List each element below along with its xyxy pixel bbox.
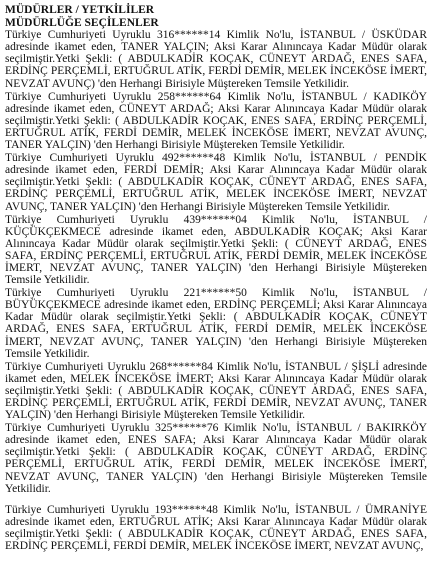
- manager-entry-ferdi-demir: Türkiye Cumhuriyeti Uyruklu 492******48 Kimlik No'lu, İSTANBUL / PENDİK adresinde ikamet eden, FERDİ DEMİR; Aksi Karar Alınıncaya Kadar Müdür olarak seçilmiştir.Yetki Şekli: ( ABDULKADİR KOÇAK, CÜNEYT ARDAĞ, ENES SAFA, ERDİNÇ PERÇEMLİ, ERTUĞRUL ATİK, MELEK İNCEKÖSE İMERT, NEVZAT AVUNÇ, TANER YALÇIN) 'den Herhangi Birisiyle Müştereken Temsile Yetkilidir.: [5, 152, 427, 213]
- manager-entry-melek-inecekose-imert: Türkiye Cumhuriyeti Uyruklu 268******84 Kimlik No'lu, İSTANBUL / ŞİŞLİ adresinde ikamet eden, MELEK İNCEKÖSE İMERT; Aksi Karar Alınıncaya Kadar Müdür olarak seçilmiştir.Yetki Şekli: ( ABDULKADİR KOÇAK, CÜNEYT ARDAĞ, ENES SAFA, ERDİNÇ PERÇEMLİ, ERTUĞRUL ATİK, FERDİ DEMİR, NEVZAT AVUNÇ, TANER YALÇIN) 'den Herhangi Birisiyle Müştereken Temsile Yetkilidir.: [5, 360, 427, 422]
- manager-entry-cuneyt-ardag: Türkiye Cumhuriyeti Uyruklu 258******64 Kimlik No'lu, İSTANBUL / KADIKÖY adresinde ikamet eden, CÜNEYT ARDAĞ; Aksi Karar Alınıncaya Kadar Müdür olarak seçilmiştir.Yetki Şekli: ( ABDULKADİR KOÇAK, ENES SAFA, ERDİNÇ PERÇEMLİ, ERTUĞRUL ATİK, FERDİ DEMİR, MELEK İNCEKÖSE İMERT, NEVZAT AVUNÇ, TANER YALÇIN) 'den Herhangi Birisiyle Müştereken Temsile Yetkilidir.: [5, 90, 427, 152]
- manager-entry-erdinc-percemli: Türkiye Cumhuriyeti Uyruklu 221******50 Kimlik No'lu, İSTANBUL / BÜYÜKÇEKMECE adresinde ikamet eden, ERDİNÇ PERÇEMLİ; Aksi Karar Alınıncaya Kadar Müdür olarak seçilmiştir.Yetki Şekli: ( ABDULKADİR KOÇAK, CÜNEYT ARDAĞ, ENES SAFA, ERTUĞRUL ATİK, FERDİ DEMİR, MELEK İNCEKÖSE İMERT, NEVZAT AVUNÇ, TANER YALÇIN) 'den Herhangi Birisiyle Müştereken Temsile Yetkilidir.: [5, 287, 427, 360]
- section-heading-elected-managers: MÜDÜRLÜĞE SEÇİLENLER: [5, 16, 159, 29]
- manager-entry-taner-yalcin: Türkiye Cumhuriyeti Uyruklu 316******14 Kimlik No'lu, İSTANBUL / ÜSKÜDAR adresinde ikamet eden, TANER YALÇIN; Aksi Karar Alınıncaya Kadar Müdür olarak seçilmiştir.Yetki Şekli: ( ABDULKADİR KOÇAK, CÜNEYT ARDAĞ, ENES SAFA, ERDİNÇ PERÇEMLİ, ERTUĞRUL ATİK, FERDİ DEMİR, MELEK İNCEKÖSE İMERT, NEVZAT AVUNÇ) 'den Herhangi Birisiyle Müştereken Temsile Yetkilidir.: [5, 29, 427, 90]
- manager-entry-ertugrul-atik: Türkiye Cumhuriyeti Uyruklu 193******48 Kimlik No'lu, İSTANBUL / ÜMRANİYE adresinde ikamet eden, ERTUĞRUL ATİK; Aksi Karar Alınıncaya Kadar Müdür olarak seçilmiştir.Yetki Şekli: ( ABDULKADİR KOÇAK, CÜNEYT ARDAĞ, ENES SAFA, ERDİNÇ PERÇEMLİ, FERDİ DEMİR, MELEK İNCEKÖSE İMERT, NEVZAT AVUNÇ,: [5, 503, 427, 553]
- section-heading-managers: MÜDÜRLER / YETKİLİLER: [5, 4, 155, 16]
- document-page: [5, 4, 427, 552]
- manager-entry-enes-safa: Türkiye Cumhuriyeti Uyruklu 325******76 Kimlik No'lu, İSTANBUL / BAKIRKÖY adresinde ikamet eden, ENES SAFA; Aksi Karar Alınıncaya Kadar Müdür olarak seçilmiştir.Yetki Şekli: ( ABDULKADİR KOÇAK, CÜNEYT ARDAĞ, ERDİNÇ PERÇEMLİ, ERTUĞRUL ATİK, FERDİ DEMİR, MELEK İNCEKÖSE İMERT, NEVZAT AVUNÇ, TANER YALÇIN) 'den Herhangi Birisiyle Müştereken Temsile Yetkilidir.: [5, 422, 427, 495]
- manager-entry-abdulkadir-kocak: Türkiye Cumhuriyeti Uyruklu 439******04 Kimlik No'lu, İSTANBUL / KÜÇÜKÇEKMECE adresinde ikamet eden, ABDULKADİR KOÇAK; Aksi Karar Alınıncaya Kadar Müdür olarak seçilmiştir.Yetki Şekli: ( CÜNEYT ARDAĞ, ENES SAFA, ERDİNÇ PERÇEMLİ, ERTUĞRUL ATİK, FERDİ DEMİR, MELEK İNCEKÖSE İMERT, NEVZAT AVUNÇ, TANER YALÇIN) 'den Herhangi Birisiyle Müştereken Temsile Yetkilidir.: [5, 213, 427, 287]
